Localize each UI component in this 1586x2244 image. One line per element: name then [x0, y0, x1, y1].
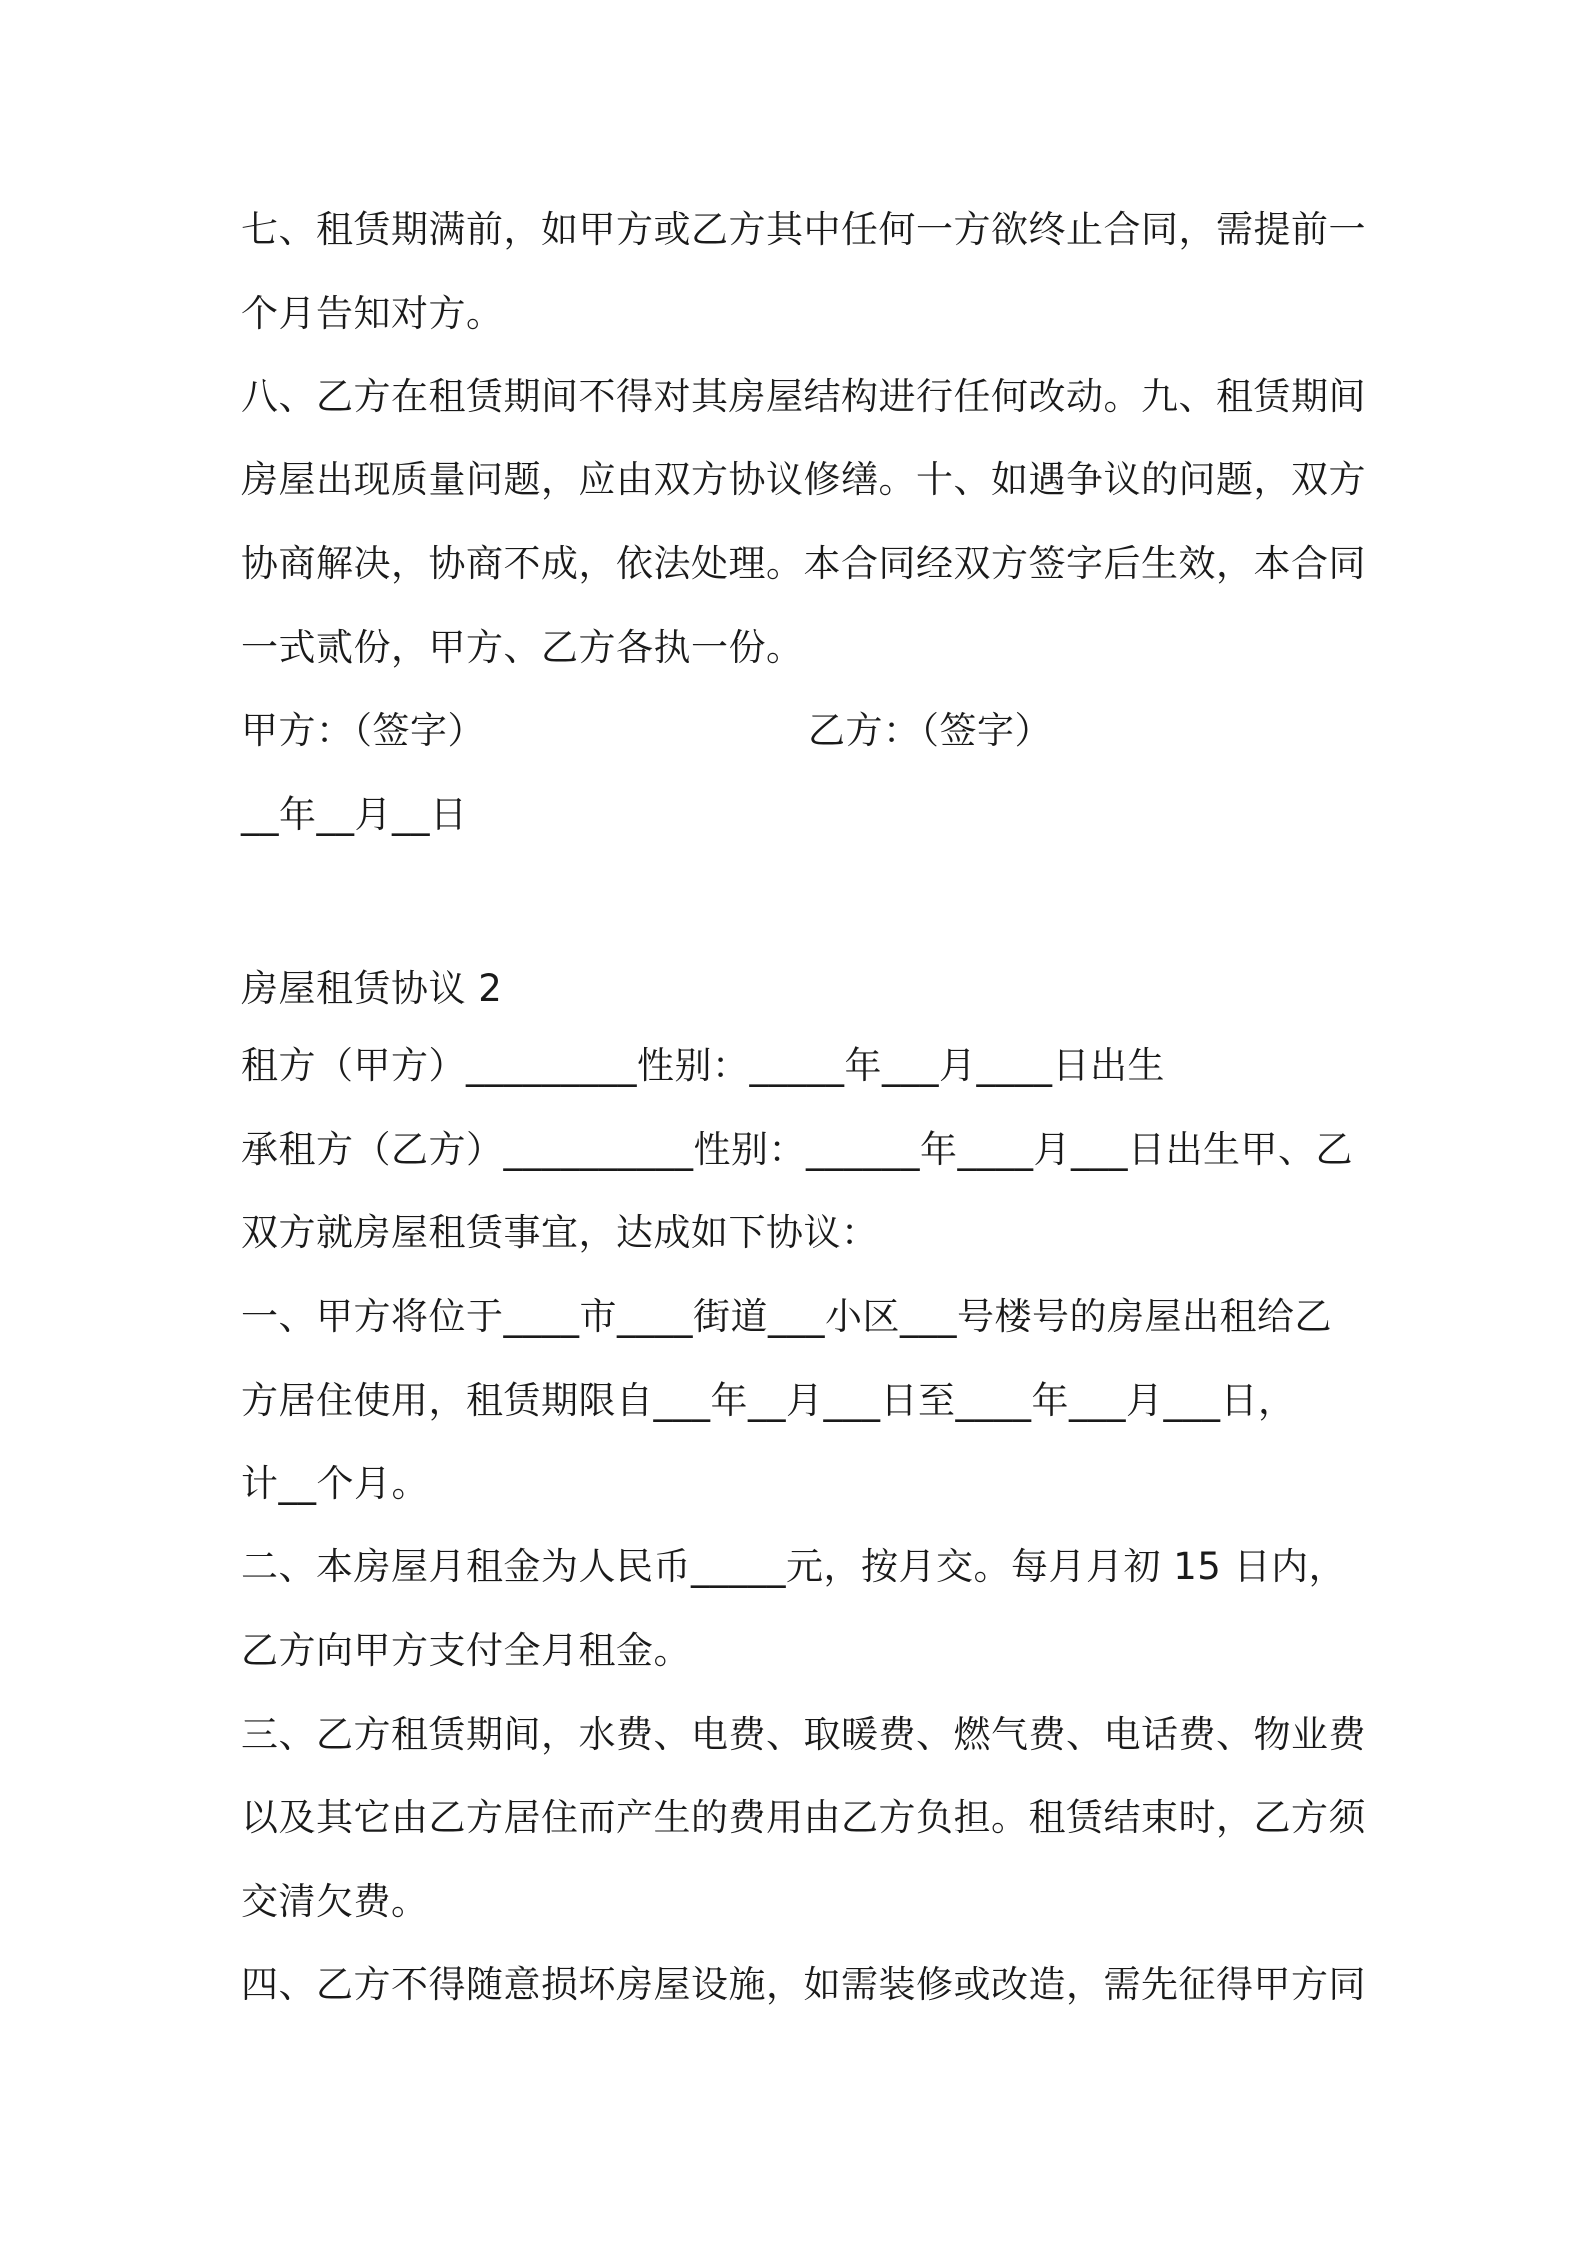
party-b-signature: 乙方：（签字） [808, 709, 1052, 752]
lessee-line-1: 承租方（乙方）__________性别：______年____月___日出生甲、乙 [241, 1128, 1353, 1171]
lessor-line: 租方（甲方）_________性别：_____年___月____日出生 [241, 1044, 1165, 1087]
clause-8-line-4: 一式贰份，甲方、乙方各执一份。 [241, 626, 804, 669]
clause-2-line-2: 乙方向甲方支付全月租金。 [241, 1629, 691, 1672]
clause-1-line-3: 计__个月。 [241, 1462, 429, 1505]
clause-3-line-2: 以及其它由乙方居住而产生的费用由乙方负担。租赁结束时，乙方须 [241, 1796, 1366, 1839]
agreement-2-title: 房屋租赁协议 2 [241, 967, 503, 1010]
clause-7-line-2: 个月告知对方。 [241, 292, 504, 335]
clause-4-line-1: 四、乙方不得随意损坏房屋设施，如需装修或改造，需先征得甲方同 [241, 1963, 1366, 2006]
clause-8-line-2: 房屋出现质量问题，应由双方协议修缮。十、如遇争议的问题，双方 [241, 458, 1366, 501]
clause-1-line-1: 一、甲方将位于____市____街道___小区___号楼号的房屋出租给乙 [241, 1295, 1332, 1338]
clause-1-line-2: 方居住使用，租赁期限自___年__月___日至____年___月___日， [241, 1379, 1296, 1422]
clause-3-line-3: 交清欠费。 [241, 1880, 429, 1923]
clause-7-line-1: 七、租赁期满前，如甲方或乙方其中任何一方欲终止合同，需提前一 [241, 208, 1366, 251]
clause-3-line-1: 三、乙方租赁期间，水费、电费、取暖费、燃气费、电话费、物业费 [241, 1713, 1366, 1756]
clause-2-line-1: 二、本房屋月租金为人民币_____元，按月交。每月月初 15 日内， [241, 1545, 1347, 1588]
clause-8-line-3: 协商解决，协商不成，依法处理。本合同经双方签字后生效，本合同 [241, 542, 1366, 585]
lessee-line-2: 双方就房屋租赁事宜，达成如下协议： [241, 1211, 879, 1254]
party-a-signature: 甲方：（签字） [241, 709, 485, 752]
signature-date: __年__月__日 [241, 793, 468, 836]
clause-8-line-1: 八、乙方在租赁期间不得对其房屋结构进行任何改动。九、租赁期间 [241, 375, 1366, 418]
